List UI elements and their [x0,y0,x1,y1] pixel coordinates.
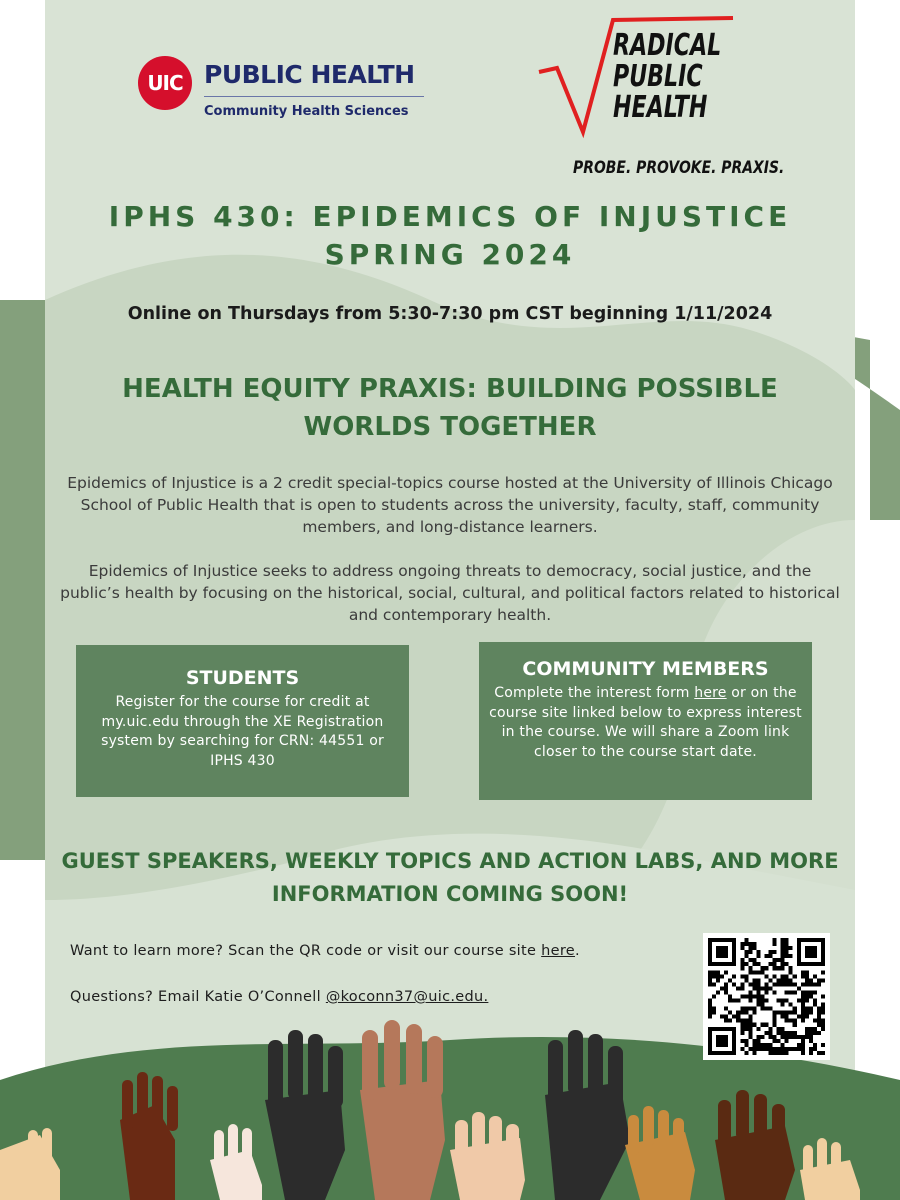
uic-badge: UIC [138,56,192,110]
rph-line-1: RADICAL [613,28,722,63]
questions-text: Questions? Email Katie O’Connell [70,989,326,1005]
course-schedule: Online on Thursdays from 5:30-7:30 pm CST beginning 1/11/2024 [127,304,773,324]
course-mission-paragraph: Epidemics of Injustice seeks to address ongoing threats to democracy, social justice, and the public’s health by focusing on the historical, social, cultural, and political factors related to historical and contemporary health. [60,562,840,624]
email-link[interactable]: @koconn37@uic.edu. [325,989,489,1005]
hand-icon [0,1128,60,1200]
learn-more-line [70,943,580,959]
coming-soon-banner: GUEST SPEAKERS, WEEKLY TOPICS AND ACTION LABS, AND MORE INFORMATION COMING SOON! [61,849,839,906]
course-site-link[interactable]: here [541,943,576,959]
hand-icon [625,1106,695,1200]
community-title: COMMUNITY MEMBERS [522,658,769,680]
course-description-paragraph: Epidemics of Injustice is a 2 credit special-topics course hosted at the University of Illinois Chicago School of Public Health that is open to students across the university, faculty, staff, community members, and long-distance learners. [67,474,833,536]
radical-public-health-logo [535,10,785,185]
community-info-box [479,642,812,800]
students-info-box [76,645,409,797]
course-term: SPRING 2024 [324,238,576,271]
uic-logo-department: Community Health Sciences [204,104,409,119]
hand-icon [450,1112,525,1200]
hand-icon [800,1138,860,1200]
hand-icon [715,1090,795,1200]
rph-line-3: HEALTH [613,90,708,125]
rph-logo-text [613,30,721,123]
hand-icon [545,1030,630,1200]
community-body-start: Complete the interest form [494,685,695,701]
students-title: STUDENTS [185,667,300,689]
raised-hands-illustration [0,1020,900,1200]
uic-public-health-logo [138,50,438,130]
uic-logo-name: PUBLIC HEALTH [204,60,415,89]
learn-more-period: . [575,943,580,959]
rph-line-2: PUBLIC [613,59,703,94]
course-title-block [0,198,900,274]
community-body [479,684,812,762]
logo-divider [204,96,424,97]
students-body: Register for the course for credit at my.uic.edu through the XE Registration system by searching for CRN: 44551 or IPHS 430 [101,694,384,769]
hand-icon [120,1072,178,1200]
hand-icon [265,1030,345,1200]
interest-form-link[interactable]: here [694,685,727,701]
course-title: IPHS 430: EPIDEMICS OF INJUSTICE [108,200,792,233]
hand-icon [360,1020,445,1200]
hand-icon [210,1124,262,1200]
questions-line [70,989,488,1005]
headline: HEALTH EQUITY PRAXIS: BUILDING POSSIBLE WORLDS TOGETHER [122,374,778,442]
community-body-end: or on the course site linked below to express interest in the course. We will share a Zoom link closer to the course start date. [489,685,802,760]
learn-more-text: Want to learn more? Scan the QR code or visit our course site [70,943,542,959]
rph-tagline: PROBE. PROVOKE. PRAXIS. [573,158,785,178]
